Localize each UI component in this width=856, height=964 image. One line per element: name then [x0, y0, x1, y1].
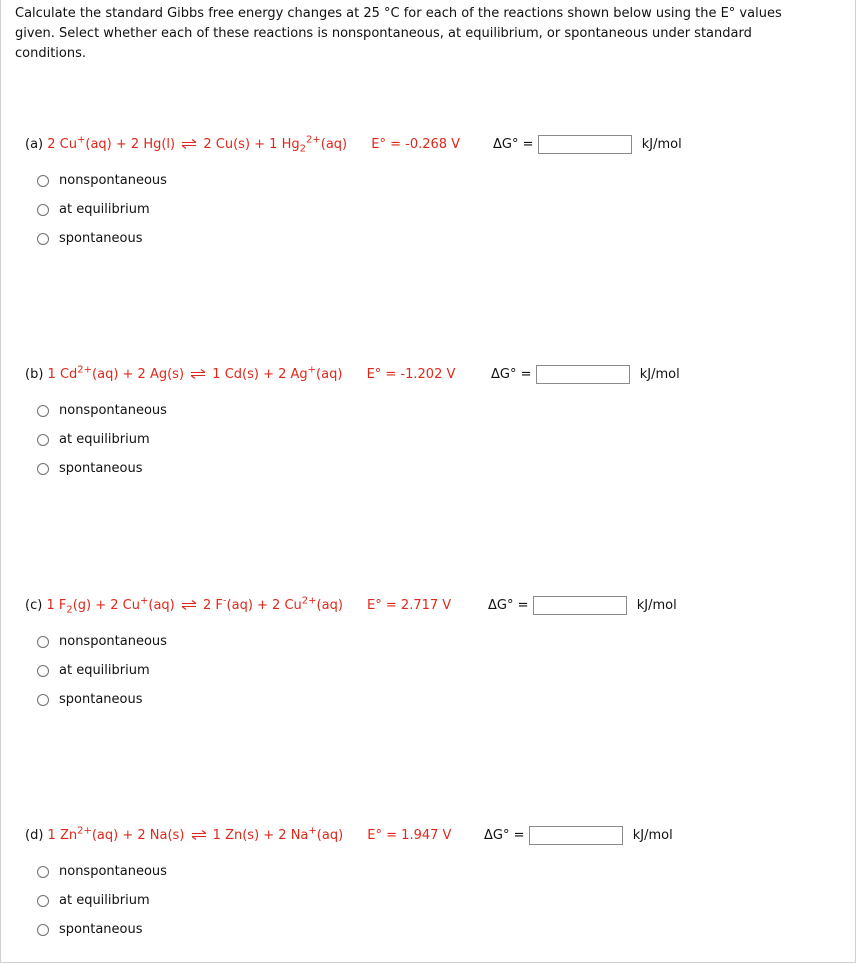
radio-button[interactable]: [37, 463, 49, 475]
option-spontaneous-b[interactable]: spontaneous: [37, 454, 167, 483]
options-b: [37, 396, 167, 483]
radio-button[interactable]: [37, 434, 49, 446]
dg-label: ΔG° =: [491, 367, 532, 382]
option-at-equilibrium-b[interactable]: at equilibrium: [37, 425, 167, 454]
radio-button[interactable]: [37, 233, 49, 245]
radio-button[interactable]: [37, 924, 49, 936]
instructions: [15, 4, 835, 64]
radio-button[interactable]: [37, 895, 49, 907]
unit-label: kJ/mol: [632, 828, 673, 843]
standard-potential: E° = -1.202 V: [366, 367, 456, 382]
unit-label: kJ/mol: [636, 598, 677, 613]
radio-button[interactable]: [37, 636, 49, 648]
reaction-equation: 1 $Cd^{2+}(aq) + 2$ Ag(s) 1 Cd(s) + 2 Ag+(aq): [48, 367, 343, 382]
option-at-equilibrium-c[interactable]: at equilibrium: [37, 656, 167, 685]
dg-label: ΔG° =: [493, 137, 534, 152]
options-c: [37, 627, 167, 714]
option-spontaneous-c[interactable]: spontaneous: [37, 685, 167, 714]
unit-label: kJ/mol: [641, 137, 682, 152]
dg-input-b[interactable]: [536, 365, 630, 384]
unit-label: kJ/mol: [639, 367, 680, 382]
reaction-a: [25, 134, 460, 156]
radio-button[interactable]: [37, 175, 49, 187]
standard-potential: E° = 2.717 V: [367, 598, 452, 613]
dg-label: ΔG° =: [488, 598, 529, 613]
problem-label: (a): [25, 137, 44, 152]
reaction-b: [25, 364, 455, 386]
dg-answer-a: [493, 134, 682, 156]
reaction-c: [25, 595, 451, 617]
instructions-line-1: Calculate the standard Gibbs free energy changes at 25 °C for each of the reactions shown below using the E° values: [15, 6, 782, 21]
reaction-equation: 1 $Zn^{2+}(aq) + 2$ Na(s) 1 Zn(s) + 2 Na+(aq): [48, 828, 344, 843]
instructions-line-3: conditions.: [15, 46, 87, 61]
problem-label: (d): [25, 828, 44, 843]
reaction-equation: 1 $F_2(g) + 2$ Cu+(aq) 2 F-(aq) + 2 $Cu^{2+}(aq)$: [46, 595, 343, 616]
options-d: [37, 857, 167, 944]
standard-potential: E° = 1.947 V: [367, 828, 452, 843]
reaction-equation: 2 Cu+(aq) + 2 Hg(l) 2 Cu(s) + 1 $Hg_2^{2+}(aq)$: [47, 134, 348, 155]
radio-button[interactable]: [37, 694, 49, 706]
radio-button[interactable]: [37, 204, 49, 216]
option-nonspontaneous-a[interactable]: nonspontaneous: [37, 166, 167, 195]
equilibrium-arrows-icon: [188, 363, 208, 385]
radio-button[interactable]: [37, 405, 49, 417]
equilibrium-arrows-icon: [179, 594, 199, 616]
dg-answer-d: [484, 825, 673, 847]
option-at-equilibrium-a[interactable]: at equilibrium: [37, 195, 167, 224]
standard-potential: E° = -0.268 V: [371, 137, 461, 152]
options-a: [37, 166, 167, 253]
dg-input-c[interactable]: [533, 596, 627, 615]
option-spontaneous-d[interactable]: spontaneous: [37, 915, 167, 944]
option-spontaneous-a[interactable]: spontaneous: [37, 224, 167, 253]
reaction-d: [25, 825, 451, 847]
problem-label: (c): [25, 598, 43, 613]
radio-button[interactable]: [37, 665, 49, 677]
equilibrium-arrows-icon: [189, 824, 209, 846]
dg-label: ΔG° =: [484, 828, 525, 843]
radio-button[interactable]: [37, 866, 49, 878]
dg-answer-c: [488, 595, 677, 617]
option-nonspontaneous-d[interactable]: nonspontaneous: [37, 857, 167, 886]
dg-answer-b: [491, 364, 680, 386]
dg-input-a[interactable]: [538, 135, 632, 154]
equilibrium-arrows-icon: [179, 133, 199, 155]
option-nonspontaneous-c[interactable]: nonspontaneous: [37, 627, 167, 656]
option-nonspontaneous-b[interactable]: nonspontaneous: [37, 396, 167, 425]
dg-input-d[interactable]: [529, 826, 623, 845]
instructions-line-2: given. Select whether each of these reactions is nonspontaneous, at equilibrium, or spontaneous under standard: [15, 26, 752, 41]
option-at-equilibrium-d[interactable]: at equilibrium: [37, 886, 167, 915]
problem-label: (b): [25, 367, 44, 382]
